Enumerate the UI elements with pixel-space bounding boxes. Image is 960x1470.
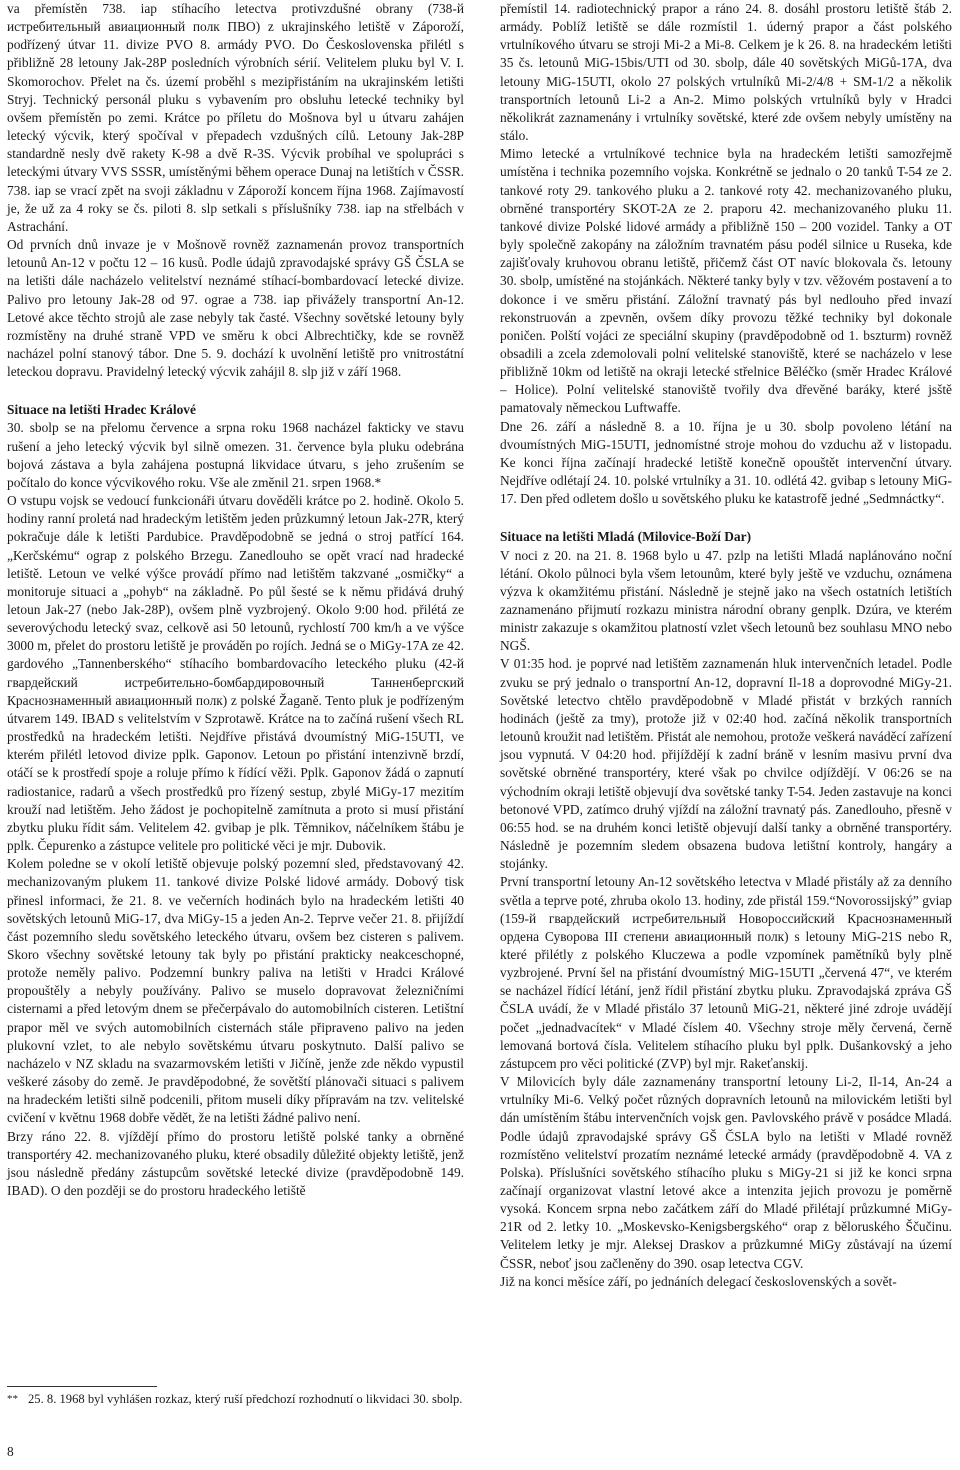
- section-heading-hradec: Situace na letišti Hradec Králové: [7, 402, 196, 418]
- body-paragraph: 30. sbolp se na přelomu července a srpna roku 1968 nacházel fakticky ve stavu rušení a jeho letecký výcvik byl silně omezen. 31. července byla pluku odebrána bojová zástava a byla zahájena postupná likvidace útvaru, s jeho zrušením se počítalo do konce výcvikového roku. Vše ale změnil 21. srpen 1968.*: [7, 420, 464, 490]
- footnote-divider: [7, 1386, 157, 1387]
- section-heading-mlada: Situace na letišti Mladá (Milovice-Boží Dar): [500, 529, 752, 545]
- left-column: [7, 0, 464, 1200]
- footnote-mark: **: [7, 1393, 18, 1405]
- footnote-text: 25. 8. 1968 byl vyhlášen rozkaz, který ruší předchozí rozhodnutí o likvidaci 30. sbolp.: [28, 1392, 463, 1406]
- body-paragraph: Mimo letecké a vrtulníkové technice byla na hradeckém letišti samozřejmě umístěna i technika pozemního vojska. Konkrétně se jednalo o 20 tanků T-54 ze 2. tankové roty 29. tankového pluku a 2. tankové roty 42. mechanizovaného pluku, obrněné transportéry SKOT-2A ze 2. praporu 42. mechanizovaného pluku 11. tankové divize Polské lidové armády a přibližně 150 – 200 vozidel. Tanky a OT byly společně zakopány na záložním travnatém pásu podél silnice u Ruseka, kde zajišťovaly kruhovou obranu letiště, přičemž část OT navíc blokovala čs. letouny 30. sbolp, umístěné na stojánkách. Některé tanky byly v tzv. věžovém postavení a to dokonce i ve směru přistání. Záložní travnatý pás byl nedlouho před invazí rekonstruován a zpevněn, ovšem díky provozu těžké techniky byl dokonale poničen. Polští vojáci ze speciální skupiny (pravděpodobně od 1. bszturm) rovněž obsadili a zcela zdemolovali polní velitelské stanoviště, které se nacházelo v lese přibližně 10km od letiště na okraji letecké střelnice Běléčko (směr Hradec Králové – Holice). Polní velitelské stanoviště tvořily dva dřevěné baráky, které jsště pamatovaly německou Luftwaffe.: [500, 146, 952, 416]
- body-paragraph: V noci z 20. na 21. 8. 1968 bylo u 47. pzlp na letišti Mladá naplánováno noční létání. Okolo půlnoci byla všem letounům, které byly ještě ve vzduchu, oznámena výzva k okamžitému přistání. Následně je stejně jako na všech ostatních letištích zaznamenáno přijmutí rozkazu ministra národní obrany genplk. Dzúra, ve kterém ministr zakazuje s okamžitou platností vzlet všech letounů bez souhlasu MNO nebo NGŠ.: [500, 547, 952, 654]
- body-paragraph: V Milovicích byly dále zaznamenány transportní letouny Li-2, Il-14, An-24 a vrtulníky Mi-6. Velký počet různých dopravních letounů na milovickém letišti byl dán umístěním štábu intervenčních vojsk gen. Pavlovského právě v posádce Mladá. Podle údajů zpravodajské správy GŠ ČSLA bylo na letišti v Mladé rovněž rozmístěno velitelství prozatím neznámé letecké armády (pravděpodobně 4. VA z Polska). Příslušníci sovětského stíhacího pluku s MiGy-21 si již ke konci srpna začínají organizovat vlastní letové akce a intenzita jejich provozu je poměrně vysoká. Koncem srpna nebo začátkem září do Mladé přilétají průzkumné MiGy-21R od 2. letky 10. „Moskevsko-Kenigsbergského“ orap z běloruského Ščučinu. Velitelem letky je mjr. Aleksej Draskov a průzkumné MiGy zůstávají na území ČSSR, neboť jsou začleněny do 390. osap letectva CGV.: [500, 1074, 952, 1271]
- right-column: [500, 0, 952, 1291]
- body-paragraph: O vstupu vojsk se vedoucí funkcionáři útvaru dověděli krátce po 2. hodině. Okolo 5. hodiny ranní proletá nad hradeckým letištěm jeden průzkumný letoun Jak-27R, který pokračuje dále k letišti Pardubice. Pravděpodobně se jedná o stroj patřící 164. „Kerčskému“ ograp z polského Brzegu. Zanedlouho se opět vrací nad hradecké letiště. Letoun ve velké výšce provádí přímo nad letištěm takzvané „osmičky“ a monitoruje situaci a „pohyb“ na základně. Po půl šesté se k němu přidává druhý letoun Jak-27 (nebo Jak-28P), ovšem plně vyzbrojený. Okolo 9:00 hod. přilétá ze severovýchodu letecký svaz, celkově asi 50 letounů, rychlostí 700 km/h a ve výšce 3000 m, přelet do prostoru letiště je prováděn po rojích. Jedná se o MiGy-17A ze 42. gardového „Tannenberského“ stíhacího bombardovacího leteckého pluku (42-й гвардейский истребительно-бомбардировочный Танненбергский Краснознаменный авиационный полк) z polské Žaganě. Tento pluk je podřízeným útvarem 149. IBAD s velitelstvím v Szprotawě. Krátce na to začíná rušení všech RL prostředků na hradeckém letišti. Nejdříve přistává dvoumístný MiG-15UTI, ve kterém přilétl letovod divize pplk. Gaponov. Letoun po přistání intenzivně brzdí, otáčí se k prostředí spoje a roluje přímo k řídící věži. Pplk. Gaponov žádá o zapnutí radiostanice, radarů a všech prostředků pro řízený sestup, zbylé MiGy-17 mezitím krouží nad letištěm. Jeho žádost je pochopitelně zamítnuta a proto si musí přistání zbytku pluku řídit sám. Velitelem 42. gvibap je plk. Těmnikov, náčelníkem štábu je pplk. Čepurenko a zástupce velitele pro politické věci je mjr. Dubovik.: [7, 493, 464, 854]
- body-paragraph: Dne 26. září a následně 8. a 10. října je u 30. sbolp povoleno létání na dvoumístných MiG-15UTI, jednomístné stroje mohou do vzduchu až v listopadu. Ke konci října začínají hradecké letiště konečně opouštět intervenční útvary. Nejdříve odlétají 24. 10. polské vrtulníky a 31. 10. odlétá 42. gvibap s letouny MiG-17. Den před odletem došlo u sovětského pluku ke katastrofě jedné „Sedmnáctky“.: [500, 418, 952, 507]
- body-paragraph: Od prvních dnů invaze je v Mošnově rovněž zaznamenán provoz transportních letounů An-12 v počtu 12 – 16 kusů. Podle údajů zpravodajské správy GŠ ČSLA se na letišti dále nacházelo velitelství neznámé stíhací-bombardovací letecké divize. Palivo pro letouny Jak-28 od 97. ograe a 738. iap přivážely transportní An-12. Letové akce těchto strojů ale zase nebyly tak časté. Všechny sovětské letouny byly rozmístěny na druhé straně VPD ve směru k obci Albrechtičky, kde se rovněž nacházel polní stanový tábor. Dne 5. 9. dochází k uvolnění letiště pro vnitrostátní leteckou dopravu. Pravidelný letecký výcvik zahájil 8. slp již v září 1968.: [7, 237, 464, 380]
- footnote: [7, 1391, 464, 1408]
- body-paragraph: přemístil 14. radiotechnický prapor a ráno 24. 8. dosáhl prostoru letiště štáb 2. armády. Poblíž letiště se dále rozmístil 1. úderný prapor a část polského vrtulníkového útvaru se stroji Mi-2 a Mi-8. Celkem je k 26. 8. na hradeckém letišti 35 čs. letounů MiG-15bis/UTI od 30. sbolp, dále 40 sovětských MiGů-17A, dva letouny MiG-15UTI, okolo 27 polských vrtulníků Mi-2/4/8 + SM-1/2 a několik transportních letounů Li-2 a An-2. Mimo polských vrtulníků byly v Hradci několikrát zaznamenány i vrtulníky sovětské, které zde ovšem nebyly umístěny na stálo.: [500, 1, 952, 144]
- body-paragraph: V 01:35 hod. je poprvé nad letištěm zaznamenán hluk intervenčních letadel. Podle zvuku se prý jednalo o transportní An-12, dopravní Il-18 a doprovodné MiGy-21. Sovětské letectvo chtělo pravděpodobně v Mladé přistát v brzkých ranních hodinách (ještě za tmy), protože již v 02:40 hod. začíná několik transportních letounů kroužit nad letištěm. Přistát ale nemohou, protože veškerá naváděcí zařízení jsou vypnutá. V 04:20 hod. přijíždějí k zadní bráně v lesním masivu první dva sovětské obrněné transportéry, které však po chvilce odjíždějí. V 06:26 se na východním okraji letiště objevují dva sovětské tanky T-54. Jeden zastavuje na konci betonové VPD, zatímco druhý vjíždí na záložní travnatý pás. Zanedlouho, přesně v 06:55 hod. se na druhém konci letiště objevují další tanky a obrněné transportéry. Následně je pozemním sledem obsazena budova letištní kontroly, hangáry a stojánky.: [500, 656, 952, 872]
- body-paragraph: První transportní letouny An-12 sovětského letectva v Mladé přistály až za denního světla a teprve poté, zhruba okolo 13. hodiny, zde přistál 159.“Novorossijský” gviap (159-й гвардейский истребительный Новороссийский Краснознаменный ордена Суворова III степени авиационный полк) s letouny MiG-21S nebo R, které přilétly z polského Kluczewa a podle vzpomínek pamětníků byly plně vyzbrojené. První šel na přistání dvoumístný MiG-15UTI „červená 47“, ve kterém se nacházel řídící létání, jenž řídil přistání zbytku pluku. Zpravodajská zpráva GŠ ČSLA uvádí, že v Mladé přistálo 37 letounů MiG-21, některé jiné zdroje uvádějí počet „jednadvacítek“ v Mladé číslem 40. Všechny stroje měly červená, černě lemovaná bortová čísla. Velitelem stíhacího pluku byl pplk. Dušankovský a jeho zástupcem pro věci politické (ZVP) byl mjr. Rakeťanskij.: [500, 874, 952, 1071]
- body-paragraph: va přemístěn 738. iap stíhacího letectva protivzdušné obrany (738-й истребительный авиационный полк ПВО) z ukrajinského letiště v Záporoží, podřízený útvar 11. divize PVO 8. armády PVO. Do Československa přilétl s přibližně 28 letouny Jak-28P posledních výrobních sérií. Velitelem pluku byl V. I. Skomorochov. Přelet na čs. území proběhl s mezipřistáním na ukrajinském letišti Stryj. Technický personál pluku s vybavením pro obsluhu letecké techniky byl ovšem přemístěn po zemi. Krátce po příletu do Mošnova byl u útvaru zahájen letecký výcvik, který spočíval v přepadech vzdušných cílů. Letouny Jak-28P standardně nesly dvě rakety K-98 a dvě R-3S. Výcvik probíhal ve spolupráci s leteckými útvary VVS SSSR, umístěnými během operace Dunaj na letištích v ČSSR. 738. iap se vrací zpět na svoji základnu v Záporoží koncem října 1968. Zajímavostí je, že už za 4 roky se čs. piloti 8. slp setkali s příslušníky 738. iap na střelbách v Astrachání.: [7, 1, 464, 234]
- body-paragraph: Kolem poledne se v okolí letiště objevuje polský pozemní sled, představovaný 42. mechanizovaným plukem 11. tankové divize Polské lidové armády. Dobový tisk přinesl informaci, že 21. 8. ve večerních hodinách bylo na hradeckém letišti 40 sovětských letounů MiG-17, dva MiGy-15 a jeden An-2. Teprve večer 21. 8. přijíždí část pozemního sledu sovětského leteckého útvaru, ovšem bez cisteren s palivem. Skoro všechny sovětské letouny tak byly po přistání prakticky neakceschopné, protože neměly palivo. Podzemní bunkry paliva na letišti v Hradci Králové propouštěly a nebyly používány. Palivo se muselo dopravovat železničními cisternami a před letovým dnem se přečerpávalo do automobilních cisteren. Letištní prapor měl ve svých automobilních cisternách stále připraveno palivo na jeden plukovní vzlet, to ale nebylo sovětskému útvaru poskytnuto. Další palivo se nacházelo v NZ skladu na svazarmovském letišti v Jičíně, jenže zde někdo vypustil veškeré zásoby do země. Je pravděpodobné, že sovětští plánovači situaci s palivem na hradeckém letišti silně podcenili, přitom museli díky přípravám na tzv. velitelské cvičení v květnu 1968 dobře vědět, že na letišti žádné palivo není.: [7, 856, 464, 1126]
- page-number: 8: [7, 1444, 14, 1459]
- body-paragraph: Již na konci měsíce září, po jednáních delegací československých a sovět-: [500, 1273, 897, 1289]
- body-paragraph: Brzy ráno 22. 8. vjíždějí přímo do prostoru letiště polské tanky a obrněné transportéry 42. mechanizovaného pluku, které obsadily důležité objekty letiště, jenž jsou následně předány zástupcům sovětské letecké divize (pravděpodobně 149. IBAD). O den později se do prostoru hradeckého letiště: [7, 1128, 464, 1198]
